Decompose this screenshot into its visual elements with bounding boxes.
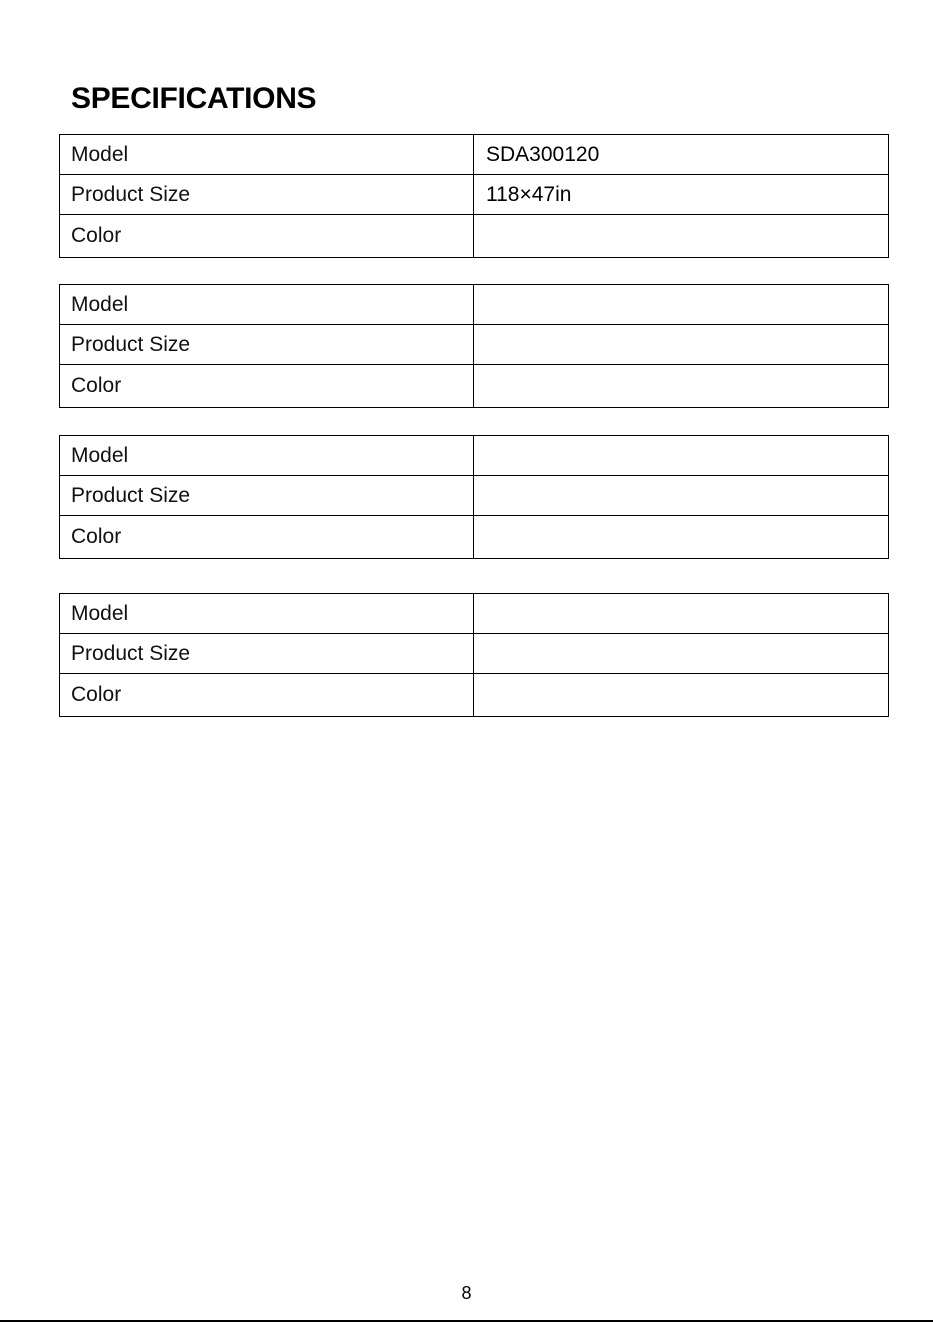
model-value bbox=[474, 594, 889, 634]
spec-row-product-size bbox=[60, 175, 889, 215]
model-label: Model bbox=[60, 285, 474, 325]
color-value bbox=[474, 365, 889, 408]
color-value bbox=[474, 215, 889, 258]
color-value bbox=[474, 516, 889, 559]
spec-table-3 bbox=[59, 435, 889, 559]
spec-row-color bbox=[60, 365, 889, 408]
product-size-label: Product Size bbox=[60, 175, 474, 215]
model-label: Model bbox=[60, 594, 474, 634]
product-size-value: 118×47in bbox=[474, 175, 889, 215]
spec-row-model bbox=[60, 285, 889, 325]
model-value bbox=[474, 436, 889, 476]
product-size-label: Product Size bbox=[60, 634, 474, 674]
model-value bbox=[474, 285, 889, 325]
spec-row-product-size bbox=[60, 634, 889, 674]
model-label: Model bbox=[60, 135, 474, 175]
product-size-value bbox=[474, 476, 889, 516]
color-label: Color bbox=[60, 674, 474, 717]
product-size-label: Product Size bbox=[60, 476, 474, 516]
spec-row-product-size bbox=[60, 476, 889, 516]
bottom-rule bbox=[0, 1320, 933, 1322]
spec-row-color bbox=[60, 215, 889, 258]
spec-row-model bbox=[60, 436, 889, 476]
product-size-value bbox=[474, 634, 889, 674]
color-label: Color bbox=[60, 516, 474, 559]
model-label: Model bbox=[60, 436, 474, 476]
page-number: 8 bbox=[461, 1283, 472, 1303]
product-size-label: Product Size bbox=[60, 325, 474, 365]
spec-table-2 bbox=[59, 284, 889, 408]
spec-row-color bbox=[60, 674, 889, 717]
color-label: Color bbox=[60, 365, 474, 408]
spec-table-1 bbox=[59, 134, 889, 258]
spec-row-product-size bbox=[60, 325, 889, 365]
color-label: Color bbox=[60, 215, 474, 258]
page-title: SPECIFICATIONS bbox=[71, 82, 317, 115]
spec-row-model bbox=[60, 135, 889, 175]
spec-row-model bbox=[60, 594, 889, 634]
model-value: SDA300120 bbox=[474, 135, 889, 175]
spec-row-color bbox=[60, 516, 889, 559]
spec-table-4 bbox=[59, 593, 889, 717]
color-value bbox=[474, 674, 889, 717]
product-size-value bbox=[474, 325, 889, 365]
